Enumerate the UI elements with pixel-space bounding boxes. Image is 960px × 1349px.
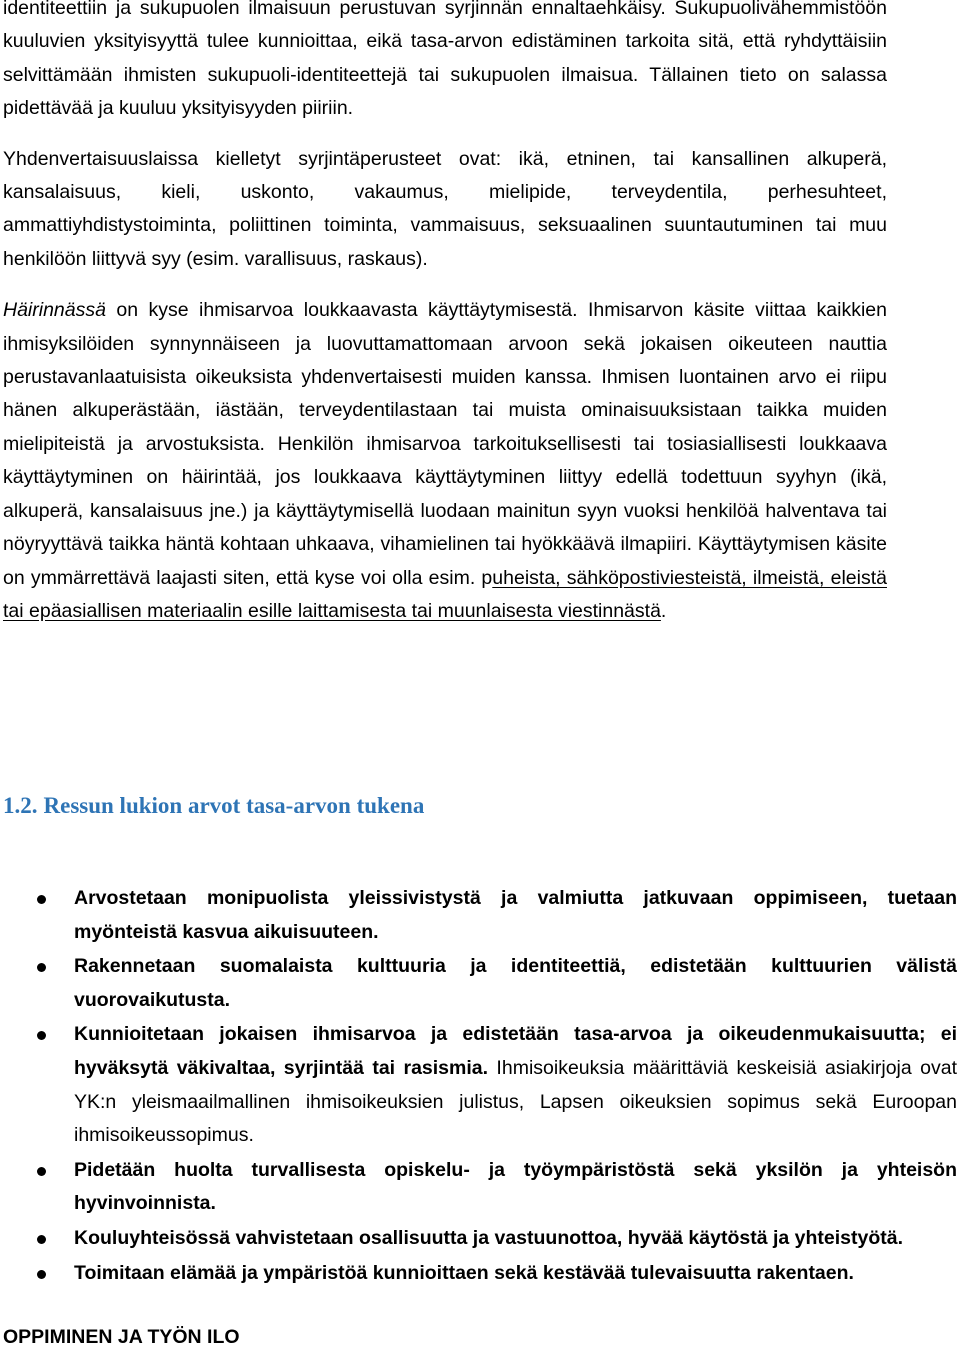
list-item-bold: Kouluyhteisössä vahvistetaan osallisuutta ja vastuunottoa, hyvää käytöstä ja yhteistyötä. (74, 1226, 904, 1249)
paragraph-harassment (3, 294, 887, 628)
list-item (0, 882, 957, 949)
list-item (0, 1018, 957, 1152)
underlined-examples: uheista, sähköpostiviesteistä, ilmeistä, eleistä tai epäasiallisen materiaalin esille laittamisesta tai muunlaisesta viestinnästä (3, 566, 887, 622)
harassment-end: . (660, 599, 667, 622)
footer-heading: OPPIMINEN JA TYÖN ILO (3, 1326, 240, 1348)
section-heading (3, 793, 424, 819)
paragraph-discrimination-grounds: Yhdenvertaisuuslaissa kielletyt syrjintäperusteet ovat: ikä, etninen, tai kansallinen alkuperä, kansalaisuus, kieli, uskonto, vakaumus, mielipide, terveydentila, perhesuhteet, ammattiyhdistystoiminta, poliittinen toiminta, vammaisuus, seksuaalinen suuntautuminen tai muu henkilöön liittyvä syy (esim. varallisuus, raskaus). (3, 147, 887, 270)
section-title: Ressun lukion arvot tasa-arvon tukena (43, 793, 425, 818)
list-item-bold: Rakennetaan suomalaista kulttuuria ja identiteettiä, edistetään kulttuurien välistä vuorovaikutusta. (74, 955, 957, 1011)
list-item (0, 1257, 957, 1291)
section-number: 1.2. (3, 793, 38, 818)
list-item (0, 1222, 957, 1256)
list-item-bold: Pidetään huolta turvallisesta opiskelu- ja työympäristöstä sekä yksilön ja yhteisön hyvinvoinnista. (74, 1158, 957, 1215)
harassment-term: Häirinnässä (3, 299, 106, 322)
bullet-icon (37, 963, 46, 972)
list-item-bold: Kunnioitetaan jokaisen ihmisarvoa ja edistetään tasa-arvoa ja oikeudenmukaisuutta; ei hyväksytä väkivaltaa, syrjintää tai rasismia. (74, 1023, 957, 1079)
bullet-icon (37, 895, 46, 904)
values-list (0, 882, 957, 1291)
list-item-bold: Toimitaan elämää ja ympäristöä kunnioittaen sekä kestävää tulevaisuutta rakentaen. (74, 1261, 854, 1284)
list-item (0, 950, 957, 1017)
list-item-text: Ihmisoikeuksia määrittäviä keskeisiä asiakirjoja ovat YK:n yleismaailmallinen ihmisoikeuksien julistus, Lapsen oikeuksien sopimus sekä Euroopan ihmisoikeussopimus. (74, 1056, 957, 1147)
bullet-icon (37, 1270, 46, 1279)
bullet-icon (37, 1167, 46, 1176)
bullet-icon (37, 1235, 46, 1244)
list-item-bold: Arvostetaan monipuolista yleissivistystä ja valmiutta jatkuvaan oppimiseen, tuetaan myönteistä kasvua aikuisuuteen. (74, 887, 957, 943)
document-body (3, 0, 887, 628)
harassment-text: on kyse ihmisarvoa loukkaavasta käyttäytymisestä. Ihmisarvon käsite viittaa kaikkien ihmisyksilöiden synnynnäiseen ja luovuttamattomaan arvoon sekä jokaisen oikeuteen nauttia perustavanlaatuisista oikeuksista yhdenvertaisesti muiden kanssa. Ihmisen luontainen arvo ei riipu hänen alkuperästään, iästään, terveydentilastaan tai muista ominaisuuksistaan taikka muiden mielipiteistä ja arvostuksista. Henkilön ihmisarvoa tarkoituksellisesti tai tosiasiallisesti loukkaava käyttäytyminen on häirintää, jos loukkaava käyttäytyminen liittyy edellä todettuun syyhyn (ikä, alkuperä, kansalaisuus jne.) ja käyttäytymisellä luodaan mainitun syyn vuoksi henkilöä halventava tai nöyryyttävä taikka häntä kohtaan uhkaava, vihamielinen tai hyökkäävä ilmapiiri. Käyttäytymisen käsite on ymmärrettävä laajasti siten, että kyse voi olla esim. p (3, 299, 887, 589)
bullet-icon (37, 1031, 46, 1040)
paragraph-gender-identity: identiteettiin ja sukupuolen ilmaisuun perustuvan syrjinnän ennaltaehkäisy. Sukupuolivähemmistöön kuuluvien yksityisyyttä tulee kunnioittaa, eikä tasa-arvon edistäminen tarkoita sitä, että ryhdyttäisiin selvittämään ihmisten sukupuoli-identiteettejä tai sukupuolen ilmaisua. Tällainen tieto on salassa pidettävää ja kuuluu yksityisyyden piiriin. (3, 0, 887, 120)
list-item (0, 1154, 957, 1221)
